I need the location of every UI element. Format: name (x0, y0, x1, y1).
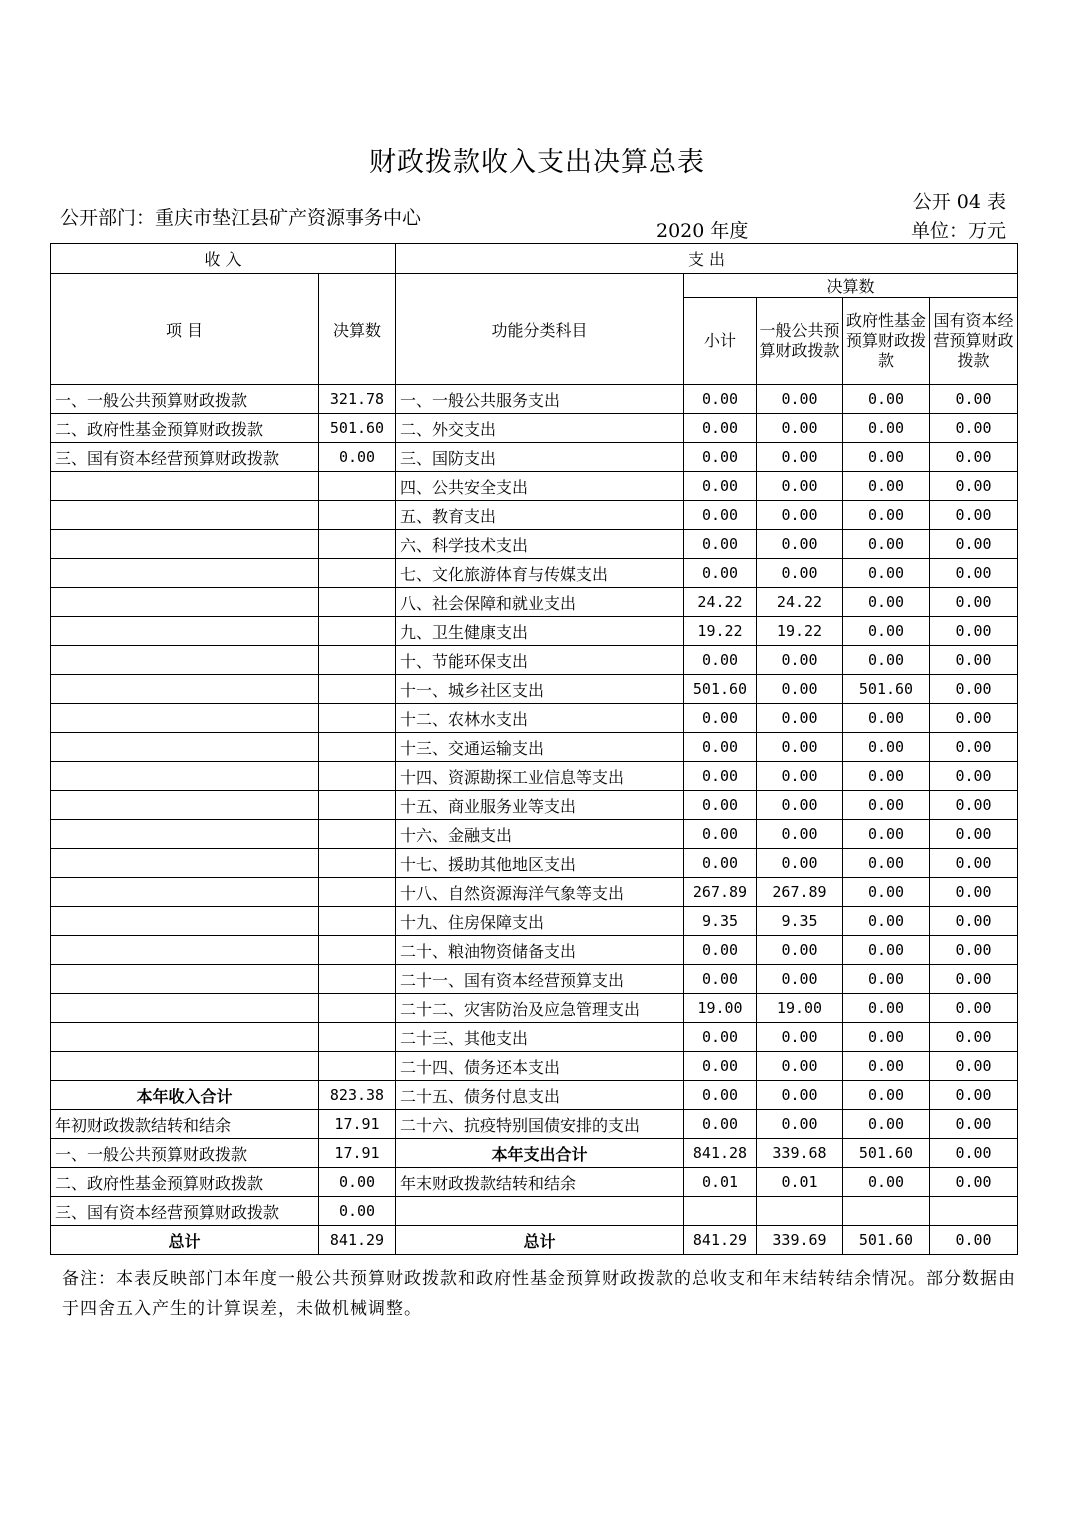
general-budget-value: 0.00 (757, 501, 843, 530)
income-amount (319, 965, 396, 994)
fund-budget-value: 501.60 (843, 1139, 930, 1168)
subtotal-value: 0.00 (684, 704, 757, 733)
subtotal-value: 841.28 (684, 1139, 757, 1168)
subtotal-value: 0.00 (684, 849, 757, 878)
general-budget-value: 0.00 (757, 443, 843, 472)
state-capital-value: 0.00 (930, 1139, 1018, 1168)
income-item: 年初财政拨款结转和结余 (51, 1110, 319, 1139)
function-item: 二十四、债务还本支出 (396, 1052, 684, 1081)
state-capital-value: 0.00 (930, 530, 1018, 559)
income-amount (319, 1052, 396, 1081)
function-item: 一、一般公共服务支出 (396, 385, 684, 414)
function-item: 本年支出合计 (396, 1139, 684, 1168)
fund-budget-value: 0.00 (843, 936, 930, 965)
income-item: 二、政府性基金预算财政拨款 (51, 414, 319, 443)
income-amount: 0.00 (319, 443, 396, 472)
table-row (51, 1023, 1018, 1052)
fund-budget-value: 0.00 (843, 1081, 930, 1110)
table-row (51, 646, 1018, 675)
general-budget-value: 339.68 (757, 1139, 843, 1168)
income-item (51, 762, 319, 791)
table-row (51, 501, 1018, 530)
function-item: 十五、商业服务业等支出 (396, 791, 684, 820)
income-item (51, 820, 319, 849)
state-capital-value: 0.00 (930, 762, 1018, 791)
table-row (51, 965, 1018, 994)
state-capital-value: 0.00 (930, 907, 1018, 936)
income-amount (319, 820, 396, 849)
function-item: 十八、自然资源海洋气象等支出 (396, 878, 684, 907)
income-amount (319, 907, 396, 936)
function-item (396, 1197, 684, 1226)
income-amount: 823.38 (319, 1081, 396, 1110)
state-capital-value: 0.00 (930, 414, 1018, 443)
income-amount (319, 791, 396, 820)
income-amount: 841.29 (319, 1226, 396, 1255)
state-capital-value: 0.00 (930, 791, 1018, 820)
income-amount: 321.78 (319, 385, 396, 414)
income-amount (319, 1023, 396, 1052)
table-row (51, 704, 1018, 733)
table-row (51, 675, 1018, 704)
fund-budget-value: 0.00 (843, 994, 930, 1023)
income-amount: 17.91 (319, 1110, 396, 1139)
income-item (51, 617, 319, 646)
table-row (51, 1139, 1018, 1168)
general-budget-value: 0.00 (757, 472, 843, 501)
function-item: 十九、住房保障支出 (396, 907, 684, 936)
general-budget-value: 0.00 (757, 1110, 843, 1139)
table-row (51, 559, 1018, 588)
fund-budget-header: 政府性基金预算财政拨款 (843, 298, 930, 385)
state-capital-value: 0.00 (930, 936, 1018, 965)
function-item: 三、国防支出 (396, 443, 684, 472)
function-item: 十、节能环保支出 (396, 646, 684, 675)
subtotal-value: 0.00 (684, 762, 757, 791)
subtotal-value: 501.60 (684, 675, 757, 704)
fund-budget-value: 0.00 (843, 501, 930, 530)
general-budget-value: 0.00 (757, 820, 843, 849)
income-amount (319, 559, 396, 588)
table-row (51, 414, 1018, 443)
general-budget-value: 0.00 (757, 936, 843, 965)
income-item (51, 646, 319, 675)
state-capital-value: 0.00 (930, 559, 1018, 588)
fund-budget-value: 0.00 (843, 385, 930, 414)
general-budget-value: 0.01 (757, 1168, 843, 1197)
subtotal-value: 841.29 (684, 1226, 757, 1255)
income-item (51, 907, 319, 936)
subtotal-value: 0.00 (684, 936, 757, 965)
subtotal-value: 267.89 (684, 878, 757, 907)
table-row (51, 907, 1018, 936)
income-item: 本年收入合计 (51, 1081, 319, 1110)
state-capital-value: 0.00 (930, 588, 1018, 617)
subtotal-value: 0.00 (684, 472, 757, 501)
fund-budget-value: 0.00 (843, 443, 930, 472)
table-row (51, 762, 1018, 791)
general-budget-value: 0.00 (757, 791, 843, 820)
subtotal-value: 19.22 (684, 617, 757, 646)
page-title: 财政拨款收入支出决算总表 (369, 147, 705, 178)
income-amount (319, 472, 396, 501)
fund-budget-value: 0.00 (843, 820, 930, 849)
subtotal-value: 0.00 (684, 791, 757, 820)
table-row (51, 936, 1018, 965)
fund-budget-value: 0.00 (843, 414, 930, 443)
general-budget-value: 0.00 (757, 414, 843, 443)
general-budget-value: 0.00 (757, 646, 843, 675)
budget-table (50, 243, 1018, 1255)
income-amount (319, 994, 396, 1023)
fund-budget-value: 0.00 (843, 646, 930, 675)
state-capital-value: 0.00 (930, 1023, 1018, 1052)
table-row (51, 530, 1018, 559)
fund-budget-value: 0.00 (843, 1168, 930, 1197)
general-budget-value: 0.00 (757, 1081, 843, 1110)
state-capital-value: 0.00 (930, 820, 1018, 849)
general-budget-value: 0.00 (757, 762, 843, 791)
general-budget-value: 24.22 (757, 588, 843, 617)
fund-budget-value: 501.60 (843, 675, 930, 704)
income-amount (319, 530, 396, 559)
income-item (51, 588, 319, 617)
general-budget-value: 0.00 (757, 675, 843, 704)
table-row (51, 994, 1018, 1023)
fund-budget-value: 0.00 (843, 1023, 930, 1052)
table-row (51, 1110, 1018, 1139)
function-item: 九、卫生健康支出 (396, 617, 684, 646)
function-item: 总计 (396, 1226, 684, 1255)
fund-budget-value: 0.00 (843, 849, 930, 878)
income-item (51, 1052, 319, 1081)
state-capital-value: 0.00 (930, 617, 1018, 646)
subtotal-value: 0.01 (684, 1168, 757, 1197)
income-item (51, 791, 319, 820)
table-row (51, 1197, 1018, 1226)
table-row (51, 443, 1018, 472)
state-capital-value: 0.00 (930, 1081, 1018, 1110)
function-item: 二十、粮油物资储备支出 (396, 936, 684, 965)
income-item (51, 704, 319, 733)
subtotal-value (684, 1197, 757, 1226)
income-item (51, 472, 319, 501)
subtotal-value: 24.22 (684, 588, 757, 617)
state-capital-value: 0.00 (930, 675, 1018, 704)
state-capital-value: 0.00 (930, 733, 1018, 762)
expense-header: 支 出 (396, 244, 1018, 274)
subtotal-value: 0.00 (684, 385, 757, 414)
income-item: 三、国有资本经营预算财政拨款 (51, 443, 319, 472)
general-budget-value: 19.22 (757, 617, 843, 646)
state-capital-value: 0.00 (930, 994, 1018, 1023)
state-capital-value: 0.00 (930, 849, 1018, 878)
general-budget-value: 0.00 (757, 1052, 843, 1081)
fund-budget-value: 0.00 (843, 1110, 930, 1139)
function-item: 二十一、国有资本经营预算支出 (396, 965, 684, 994)
income-amount (319, 878, 396, 907)
fund-budget-value: 0.00 (843, 878, 930, 907)
general-budget-header: 一般公共预算财政拨款 (757, 298, 843, 385)
function-item: 七、文化旅游体育与传媒支出 (396, 559, 684, 588)
state-capital-value: 0.00 (930, 472, 1018, 501)
income-header: 收 入 (51, 244, 396, 274)
table-row (51, 472, 1018, 501)
state-capital-value: 0.00 (930, 501, 1018, 530)
subtotal-value: 0.00 (684, 965, 757, 994)
function-item: 四、公共安全支出 (396, 472, 684, 501)
fund-budget-value: 501.60 (843, 1226, 930, 1255)
subtotal-value: 19.00 (684, 994, 757, 1023)
table-row (51, 791, 1018, 820)
general-budget-value: 0.00 (757, 965, 843, 994)
income-amount (319, 675, 396, 704)
income-item (51, 878, 319, 907)
fiscal-year: 2020 年度 (656, 220, 749, 242)
state-capital-value: 0.00 (930, 1110, 1018, 1139)
function-item: 十七、援助其他地区支出 (396, 849, 684, 878)
general-budget-value: 0.00 (757, 704, 843, 733)
amount-header: 决算数 (319, 274, 396, 385)
subtotal-value: 0.00 (684, 530, 757, 559)
fund-budget-value: 0.00 (843, 907, 930, 936)
table-row (51, 733, 1018, 762)
income-item (51, 733, 319, 762)
income-amount (319, 849, 396, 878)
function-item: 五、教育支出 (396, 501, 684, 530)
income-amount (319, 588, 396, 617)
income-amount (319, 762, 396, 791)
income-item (51, 965, 319, 994)
general-budget-value: 339.69 (757, 1226, 843, 1255)
income-amount: 17.91 (319, 1139, 396, 1168)
department-label: 公开部门：重庆市垫江县矿产资源事务中心 (60, 207, 422, 229)
fund-budget-value: 0.00 (843, 1052, 930, 1081)
subtotal-value: 0.00 (684, 1023, 757, 1052)
general-budget-value: 0.00 (757, 530, 843, 559)
function-item: 十一、城乡社区支出 (396, 675, 684, 704)
income-amount: 0.00 (319, 1197, 396, 1226)
general-budget-value: 19.00 (757, 994, 843, 1023)
table-row (51, 820, 1018, 849)
state-capital-value: 0.00 (930, 1168, 1018, 1197)
function-item: 二十六、抗疫特别国债安排的支出 (396, 1110, 684, 1139)
table-row (51, 1168, 1018, 1197)
function-item: 八、社会保障和就业支出 (396, 588, 684, 617)
income-item: 三、国有资本经营预算财政拨款 (51, 1197, 319, 1226)
state-capital-value: 0.00 (930, 385, 1018, 414)
fund-budget-value: 0.00 (843, 965, 930, 994)
table-row (51, 617, 1018, 646)
fund-budget-value: 0.00 (843, 762, 930, 791)
subtotal-value: 0.00 (684, 733, 757, 762)
subtotal-value: 0.00 (684, 820, 757, 849)
subtotal-header: 小计 (684, 298, 757, 385)
income-amount (319, 936, 396, 965)
income-item (51, 1023, 319, 1052)
subtotal-value: 0.00 (684, 1081, 757, 1110)
subtotal-value: 0.00 (684, 443, 757, 472)
income-amount (319, 704, 396, 733)
subtotal-value: 0.00 (684, 559, 757, 588)
income-item (51, 936, 319, 965)
subtotal-value: 0.00 (684, 414, 757, 443)
income-amount (319, 733, 396, 762)
state-capital-value (930, 1197, 1018, 1226)
fund-budget-value: 0.00 (843, 733, 930, 762)
fund-budget-value: 0.00 (843, 617, 930, 646)
income-amount (319, 617, 396, 646)
subtotal-value: 0.00 (684, 501, 757, 530)
function-item: 十四、资源勘探工业信息等支出 (396, 762, 684, 791)
income-amount: 501.60 (319, 414, 396, 443)
state-capital-value: 0.00 (930, 1226, 1018, 1255)
state-capital-value: 0.00 (930, 704, 1018, 733)
income-item: 总计 (51, 1226, 319, 1255)
unit-label: 单位：万元 (910, 220, 1006, 242)
income-item: 一、一般公共预算财政拨款 (51, 1139, 319, 1168)
general-budget-value: 0.00 (757, 733, 843, 762)
table-row (51, 1226, 1018, 1255)
footnote: 备注：本表反映部门本年度一般公共预算财政拨款和政府性基金预算财政拨款的总收支和年末结转结余情况。部分数据由于四舍五入产生的计算误差，未做机械调整。 (62, 1269, 1016, 1319)
subtotal-value: 0.00 (684, 1052, 757, 1081)
state-capital-value: 0.00 (930, 878, 1018, 907)
income-item (51, 994, 319, 1023)
income-item: 一、一般公共预算财政拨款 (51, 385, 319, 414)
general-budget-value: 0.00 (757, 559, 843, 588)
income-amount: 0.00 (319, 1168, 396, 1197)
item-header: 项 目 (51, 274, 319, 385)
income-amount (319, 501, 396, 530)
income-item (51, 849, 319, 878)
function-item: 二十五、债务付息支出 (396, 1081, 684, 1110)
general-budget-value: 0.00 (757, 1023, 843, 1052)
table-row (51, 588, 1018, 617)
state-capital-header: 国有资本经营预算财政拨款 (930, 298, 1018, 385)
table-row (51, 1081, 1018, 1110)
fund-budget-value: 0.00 (843, 588, 930, 617)
income-item (51, 559, 319, 588)
state-capital-value: 0.00 (930, 965, 1018, 994)
subtotal-value: 9.35 (684, 907, 757, 936)
subtotal-value: 0.00 (684, 646, 757, 675)
income-item (51, 530, 319, 559)
final-header: 决算数 (684, 274, 1018, 298)
function-item: 十三、交通运输支出 (396, 733, 684, 762)
table-body (51, 385, 1018, 1255)
income-amount (319, 646, 396, 675)
fund-budget-value: 0.00 (843, 791, 930, 820)
general-budget-value (757, 1197, 843, 1226)
fund-budget-value: 0.00 (843, 704, 930, 733)
table-row (51, 878, 1018, 907)
function-item: 十二、农林水支出 (396, 704, 684, 733)
subtotal-value: 0.00 (684, 1110, 757, 1139)
function-item: 二十二、灾害防治及应急管理支出 (396, 994, 684, 1023)
function-item: 二十三、其他支出 (396, 1023, 684, 1052)
fund-budget-value: 0.00 (843, 559, 930, 588)
state-capital-value: 0.00 (930, 646, 1018, 675)
table-number: 公开 04 表 (912, 191, 1006, 213)
general-budget-value: 0.00 (757, 849, 843, 878)
state-capital-value: 0.00 (930, 1052, 1018, 1081)
function-header: 功能分类科目 (396, 274, 684, 385)
general-budget-value: 0.00 (757, 385, 843, 414)
function-item: 二、外交支出 (396, 414, 684, 443)
income-item: 二、政府性基金预算财政拨款 (51, 1168, 319, 1197)
fund-budget-value: 0.00 (843, 530, 930, 559)
income-item (51, 675, 319, 704)
table-row (51, 385, 1018, 414)
general-budget-value: 9.35 (757, 907, 843, 936)
table-row (51, 849, 1018, 878)
income-item (51, 501, 319, 530)
fund-budget-value: 0.00 (843, 472, 930, 501)
function-item: 年末财政拨款结转和结余 (396, 1168, 684, 1197)
fund-budget-value (843, 1197, 930, 1226)
general-budget-value: 267.89 (757, 878, 843, 907)
function-item: 十六、金融支出 (396, 820, 684, 849)
state-capital-value: 0.00 (930, 443, 1018, 472)
table-row (51, 1052, 1018, 1081)
function-item: 六、科学技术支出 (396, 530, 684, 559)
